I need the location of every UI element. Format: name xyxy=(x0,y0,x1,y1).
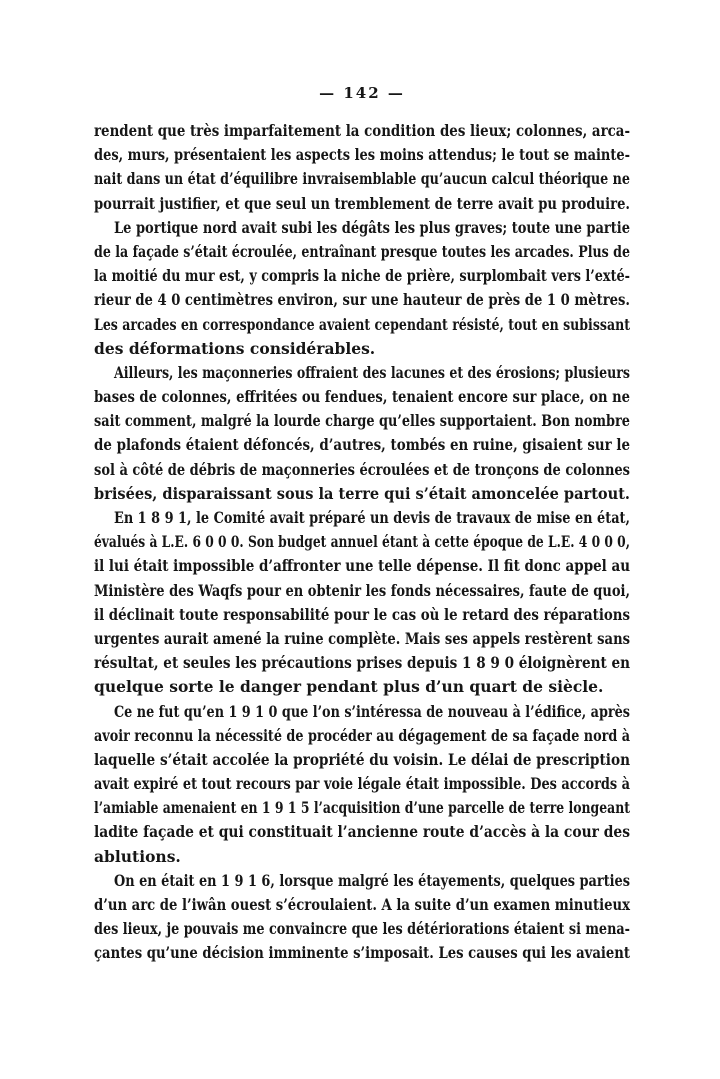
text-line: d’un arc de l’iwân ouest s’écroulaient. A la suite d’un examen minutieux xyxy=(94,895,630,914)
text-line: avait expiré et tout recours par voie légale était impossible. Des accords à xyxy=(94,774,630,794)
text-line: des déformations considérables. xyxy=(94,338,376,358)
text-line: brisées, disparaissant sous la terre qui s’était amoncelée partout. xyxy=(94,483,630,503)
paragraph xyxy=(94,869,630,966)
text-line: il lui était impossible d’affronter une telle dépense. Il fit donc appel au xyxy=(94,556,630,576)
page-number: — 142 — xyxy=(319,84,405,102)
text-line: des, murs, présentaient les aspects les moins attendus; le tout se mainte- xyxy=(94,145,630,165)
text-line: bases de colonnes, effritées ou fendues, tenaient encore sur place, on ne xyxy=(94,387,630,407)
text-line: urgentes aurait amené la ruine complète. Mais ses appels restèrent sans xyxy=(94,628,630,648)
text-line: laquelle s’était accolée la propriété du voisin. Le délai de prescription xyxy=(94,749,630,769)
text-line: sol à côté de débris de maçonneries écroulées et de tronçons de colonnes xyxy=(94,459,630,479)
text-line: nait dans un état d’équilibre invraisemblable qu’aucun calcul théorique ne xyxy=(94,169,630,189)
text-line: évalués à L.E. 6 0 0 0. Son budget annuel étant à cette époque de L.E. 4 0 0 0, xyxy=(94,532,630,552)
text-line: quelque sorte le danger pendant plus d’un quart de siècle. xyxy=(94,677,604,697)
text-line: Ministère des Waqfs pour en obtenir les fonds nécessaires, faute de quoi, xyxy=(94,580,630,600)
text-line: ablutions. xyxy=(94,846,181,866)
paragraph xyxy=(94,700,630,869)
text-line: avoir reconnu la nécessité de procéder au dégagement de sa façade nord à xyxy=(94,725,630,745)
text-line: de plafonds étaient défoncés, d’autres, tombés en ruine, gisaient sur le xyxy=(94,435,630,455)
text-line: En 1 8 9 1, le Comité avait préparé un devis de travaux de mise en état, xyxy=(114,508,630,527)
text-line: il déclinait toute responsabilité pour le cas où le retard des réparations xyxy=(94,604,630,624)
paragraph xyxy=(94,506,630,700)
text-line: On en était en 1 9 1 6, lorsque malgré les étayements, quelques parties xyxy=(114,870,630,890)
text-line: rendent que très imparfaitement la condition des lieux; colonnes, arca- xyxy=(94,121,630,140)
text-line: ladite façade et qui constituait l’ancienne route d’accès à la cour des xyxy=(94,822,630,842)
text-line: çantes qu’une décision imminente s’imposait. Les causes qui les avaient xyxy=(94,943,630,963)
text-line: rieur de 4 0 centimètres environ, sur une hauteur de près de 1 0 mètres. xyxy=(94,290,630,310)
text-line: pourrait justifier, et que seul un tremblement de terre avait pu produire. xyxy=(94,193,630,213)
text-line: la moitié du mur est, y compris la niche de prière, surplombait vers l’exté- xyxy=(94,266,630,286)
text-line: Ailleurs, les maçonneries offraient des lacunes et des érosions; plusieurs xyxy=(114,362,630,382)
text-line: sait comment, malgré la lourde charge qu’elles supportaient. Bon nombre xyxy=(94,411,630,431)
text-block xyxy=(94,119,630,966)
text-line: Le portique nord avait subi les dégâts les plus graves; toute une partie xyxy=(114,217,630,237)
paragraph xyxy=(94,216,630,361)
text-line: Ce ne fut qu’en 1 9 1 0 que l’on s’intéressa de nouveau à l’édifice, après xyxy=(114,701,630,721)
paragraph xyxy=(94,361,630,506)
paragraph xyxy=(94,119,630,216)
text-line: Les arcades en correspondance avaient cependant résisté, tout en subissant xyxy=(94,314,630,334)
text-line: résultat, et seules les précautions prises depuis 1 8 9 0 éloignèrent en xyxy=(94,653,630,673)
text-line: des lieux, je pouvais me convaincre que les détériorations étaient si mena- xyxy=(94,919,630,939)
text-line: de la façade s’était écroulée, entraînant presque toutes les arcades. Plus de xyxy=(94,241,630,261)
text-line: l’amiable amenaient en 1 9 1 5 l’acquisition d’une parcelle de terre longeant xyxy=(94,798,630,818)
